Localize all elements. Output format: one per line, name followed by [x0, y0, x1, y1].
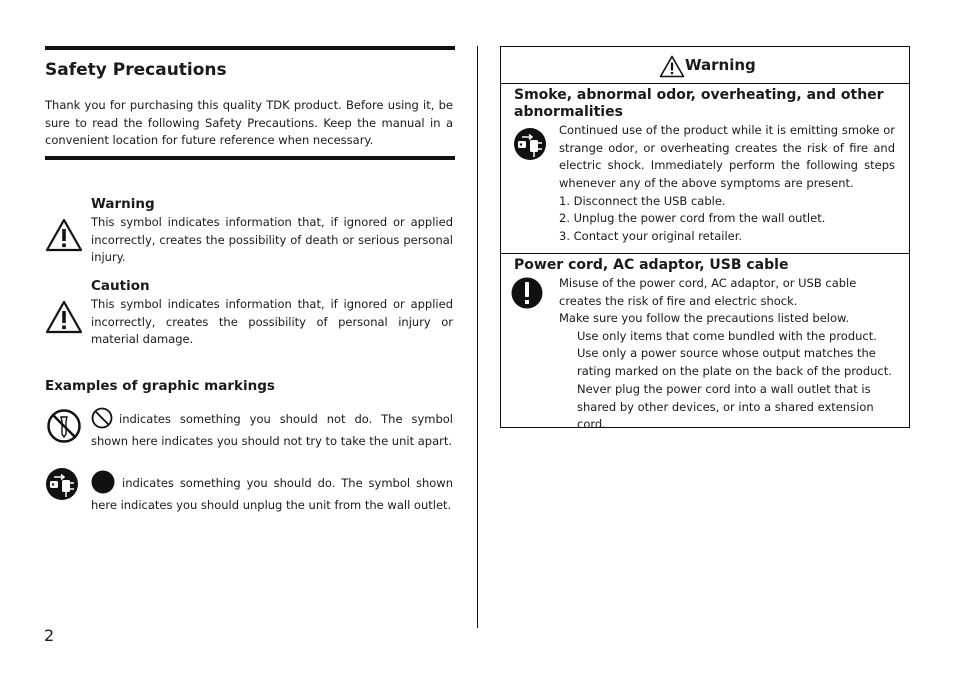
warning-box-triangle-icon — [659, 55, 685, 78]
precaution-item: Never plug the power cord into a wall outlet that is shared by other devices, or into a shared extension cord. — [577, 382, 874, 431]
page-number: 2 — [44, 626, 55, 645]
step-item: 2. Unplug the power cord from the wall outlet. — [559, 211, 826, 225]
section-smoke-text: Continued use of the product while it is emitting smoke or strange odor, or overheating creates the risk of fire and electric shock. Immediately perform the following steps whenever any of the above symptoms are present. — [559, 123, 895, 190]
intro-text: Thank you for purchasing this quality TDK product. Before using it, be sure to read the following Safety Precautions. Keep the manual in a convenient location for future reference when necessary. — [45, 98, 453, 147]
caution-heading: Caution — [91, 278, 150, 294]
warning-text: This symbol indicates information that, if ignored or applied incorrectly, creates the possibility of death or serious personal injury. — [91, 215, 453, 264]
intro-rule — [45, 156, 455, 160]
step-item: 1. Disconnect the USB cable. — [559, 194, 726, 208]
warning-box — [500, 46, 910, 431]
warning-heading: Warning — [91, 196, 155, 212]
title-separator — [501, 83, 909, 84]
precaution-item: Use only items that come bundled with the product. — [577, 329, 877, 343]
caution-triangle-icon — [45, 300, 83, 334]
section-power-heading: Power cord, AC adaptor, USB cable — [514, 257, 789, 273]
mandatory-text: indicates something you should do. The symbol shown here indicates you should unplug the unit from the wall outlet. — [91, 476, 453, 512]
column-divider — [477, 46, 478, 628]
page-title: Safety Precautions — [45, 60, 227, 80]
step-item: 3. Contact your original retailer. — [559, 229, 743, 243]
mandatory-icon — [511, 276, 543, 310]
section-smoke-heading: Smoke, abnormal odor, overheating, and other abnormalities — [514, 87, 884, 120]
caution-text: This symbol indicates information that, if ignored or applied incorrectly, creates the possibility of personal injury or material damage. — [91, 297, 453, 346]
top-rule — [45, 46, 455, 50]
unplug-icon-smoke — [513, 127, 547, 161]
unplug-icon — [45, 467, 79, 501]
precaution-item: Use only a power source whose output matches the rating marked on the plate on the back of the product. — [577, 346, 892, 378]
section-power-text2: Make sure you follow the precautions listed below. — [559, 311, 850, 325]
prohibition-text: indicates something you should not do. The symbol shown here indicates you should not try to take the unit apart. — [91, 412, 453, 448]
section-power-text: Misuse of the power cord, AC adaptor, or USB cable creates the risk of fire and electric shock. — [559, 276, 857, 308]
no-disassembly-icon — [46, 408, 82, 444]
section-separator — [501, 253, 909, 254]
warning-box-title: Warning — [685, 56, 756, 74]
examples-heading: Examples of graphic markings — [45, 378, 275, 394]
warning-triangle-icon — [45, 218, 83, 252]
